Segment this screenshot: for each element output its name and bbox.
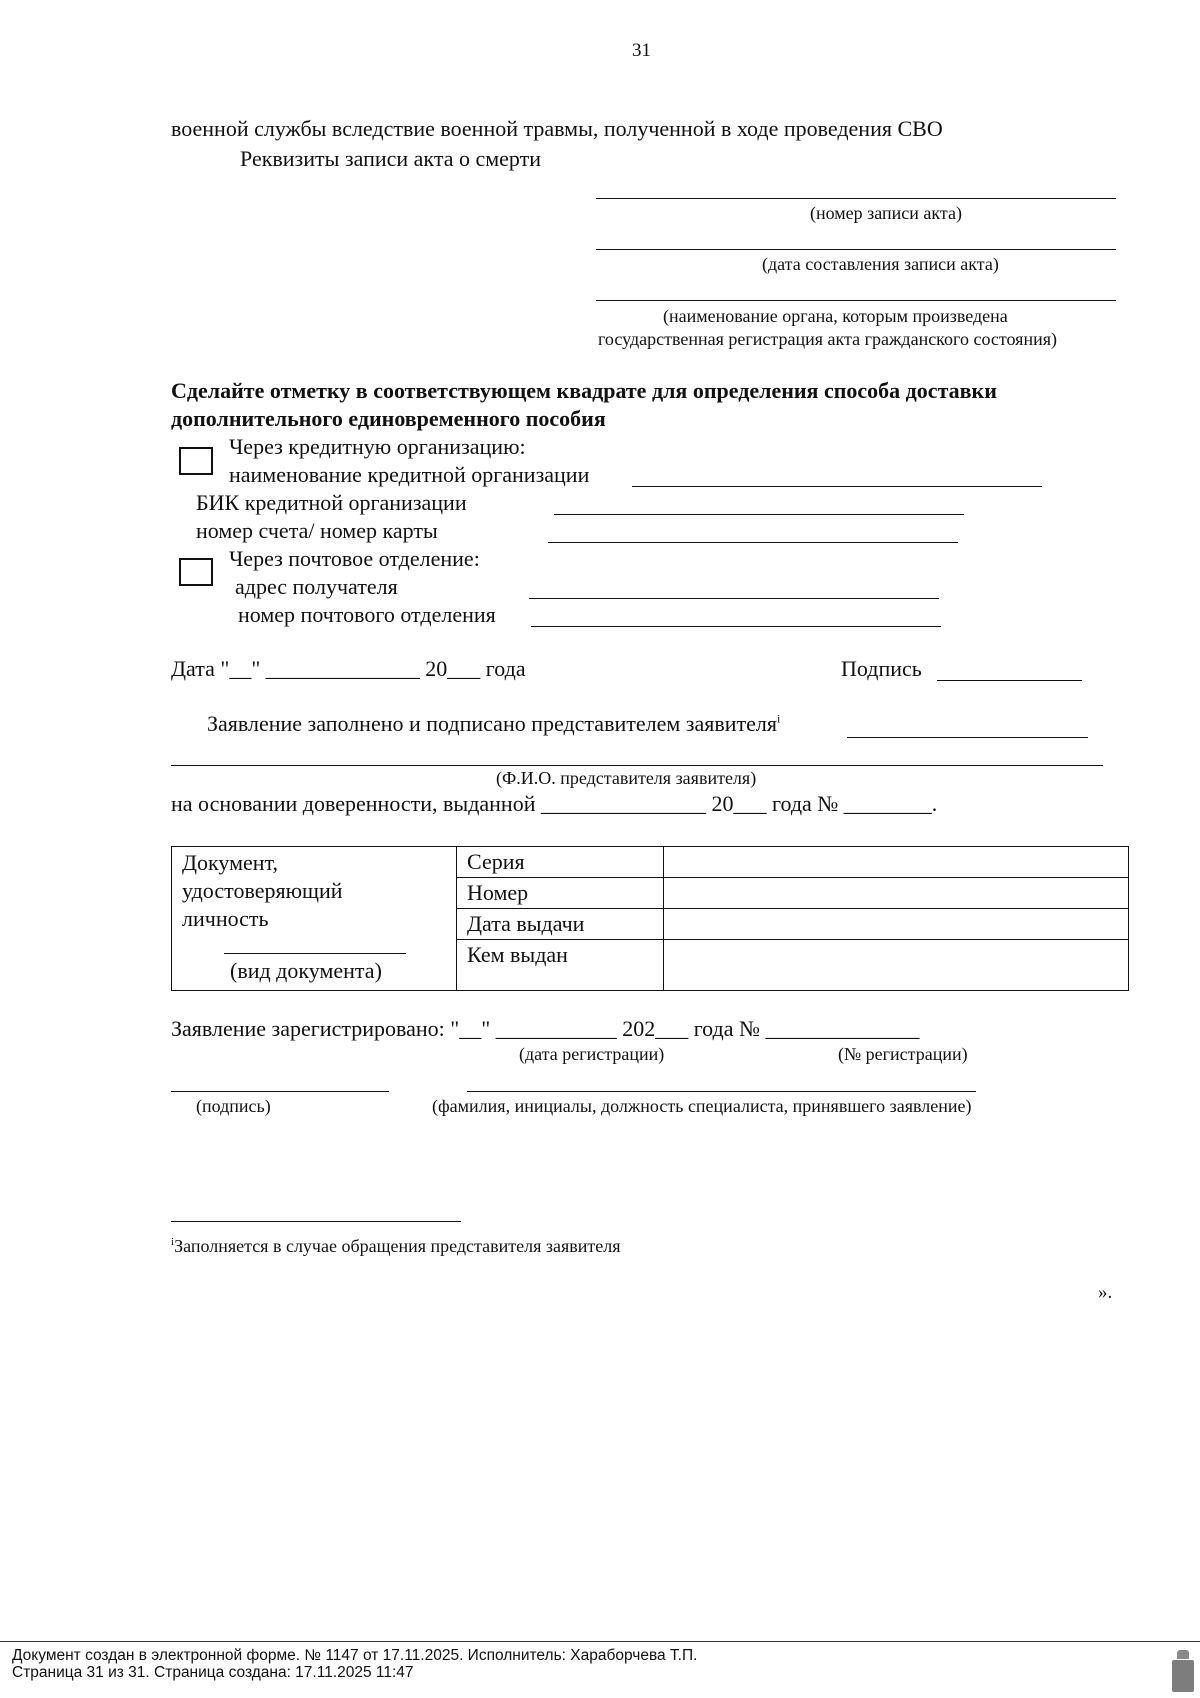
series-label: Серия [457, 847, 664, 878]
registration-number-caption: (№ регистрации) [838, 1044, 968, 1064]
number-label: Номер [457, 878, 664, 909]
authority-caption-1: (наименование органа, которым произведена [663, 306, 1008, 326]
footnote-text: Заполняется в случае обращения представителя заявителя [174, 1236, 621, 1256]
delivery-heading-2: дополнительного единовременного пособия [171, 406, 606, 431]
id-document-label-cell [172, 847, 457, 991]
registration-signature-line[interactable] [171, 1091, 389, 1092]
issue-date-label: Дата выдачи [457, 909, 664, 940]
account-line[interactable] [548, 542, 958, 543]
address-line[interactable] [529, 598, 939, 599]
signature-label: Подпись [841, 656, 922, 681]
footnote [171, 1236, 621, 1257]
post-option-label: Через почтовое отделение: [229, 546, 480, 571]
footer-divider [0, 1641, 1200, 1642]
footer [12, 1647, 697, 1681]
representative-sign-line[interactable] [847, 737, 1088, 738]
intro-line: военной службы вследствие военной травмы, полученной в ходе проведения СВО [171, 116, 943, 141]
footnote-separator [171, 1221, 461, 1222]
issued-by-value[interactable] [664, 940, 1129, 991]
delivery-heading-1: Сделайте отметку в соответствующем квадрате для определения способа доставки [171, 378, 997, 403]
bank-name-label: наименование кредитной организации [229, 462, 590, 487]
death-record-heading: Реквизиты записи акта о смерти [240, 146, 542, 171]
bik-line[interactable] [554, 514, 964, 515]
address-label: адрес получателя [235, 574, 398, 599]
document-type-caption: (вид документа) [230, 958, 382, 983]
post-option-checkbox[interactable] [179, 558, 213, 586]
number-value[interactable] [664, 878, 1129, 909]
bank-option-label: Через кредитную организацию: [229, 434, 526, 459]
footnote-mark: i [171, 1236, 175, 1248]
record-date-line[interactable] [596, 249, 1116, 250]
bank-name-line[interactable] [632, 486, 1042, 487]
authority-line[interactable] [596, 300, 1116, 301]
id-document-label-3: личность [182, 906, 269, 931]
id-document-label-1: Документ, [182, 850, 279, 875]
power-of-attorney[interactable]: на основании доверенности, выданной _______________ 20___ года № ________. [171, 791, 938, 816]
registration-field[interactable]: Заявление зарегистрировано: "__" ___________ 202___ года № ______________ [171, 1016, 920, 1041]
footer-line-1: Документ создан в электронной форме. № 1147 от 17.11.2025. Исполнитель: Хараборчева Т.П. [12, 1647, 698, 1664]
specialist-caption: (фамилия, инициалы, должность специалиста, принявшего заявление) [432, 1096, 972, 1116]
specialist-line[interactable] [467, 1091, 976, 1092]
registration-signature-caption: (подпись) [196, 1096, 271, 1116]
bank-option-checkbox[interactable] [179, 447, 213, 475]
post-office-label: номер почтового отделения [238, 602, 496, 627]
closing-mark: ». [1098, 1282, 1113, 1303]
footer-line-2: Страница 31 из 31. Страница создана: 17.11.2025 11:47 [12, 1664, 414, 1681]
id-document-label-2: удостоверяющий [182, 878, 343, 903]
record-date-caption: (дата составления записи акта) [762, 254, 999, 274]
issue-date-value[interactable] [664, 909, 1129, 940]
record-number-caption: (номер записи акта) [810, 203, 962, 223]
date-field[interactable]: Дата "__" ______________ 20___ года [171, 656, 526, 681]
account-label: номер счета/ номер карты [196, 518, 438, 543]
authority-caption-2: государственная регистрация акта гражданского состояния) [598, 329, 1057, 349]
representative-statement: Заявление заполнено и подписано представителем заявителя$^i$ [207, 711, 781, 736]
record-number-line[interactable] [596, 198, 1116, 199]
representative-name-caption: (Ф.И.О. представителя заявителя) [496, 768, 757, 788]
registration-date-caption: (дата регистрации) [519, 1044, 665, 1064]
coat-of-arms-icon [1172, 1660, 1194, 1692]
bik-label: БИК кредитной организации [196, 490, 467, 515]
representative-name-line[interactable] [171, 765, 1103, 766]
issued-by-label: Кем выдан [457, 940, 664, 991]
post-office-line[interactable] [531, 626, 941, 627]
id-document-table [171, 846, 1129, 991]
series-value[interactable] [664, 847, 1129, 878]
footnote-reference: i [777, 711, 781, 726]
signature-line[interactable] [937, 680, 1082, 681]
page-number: 31 [632, 40, 651, 61]
document-type-line[interactable] [224, 953, 406, 954]
